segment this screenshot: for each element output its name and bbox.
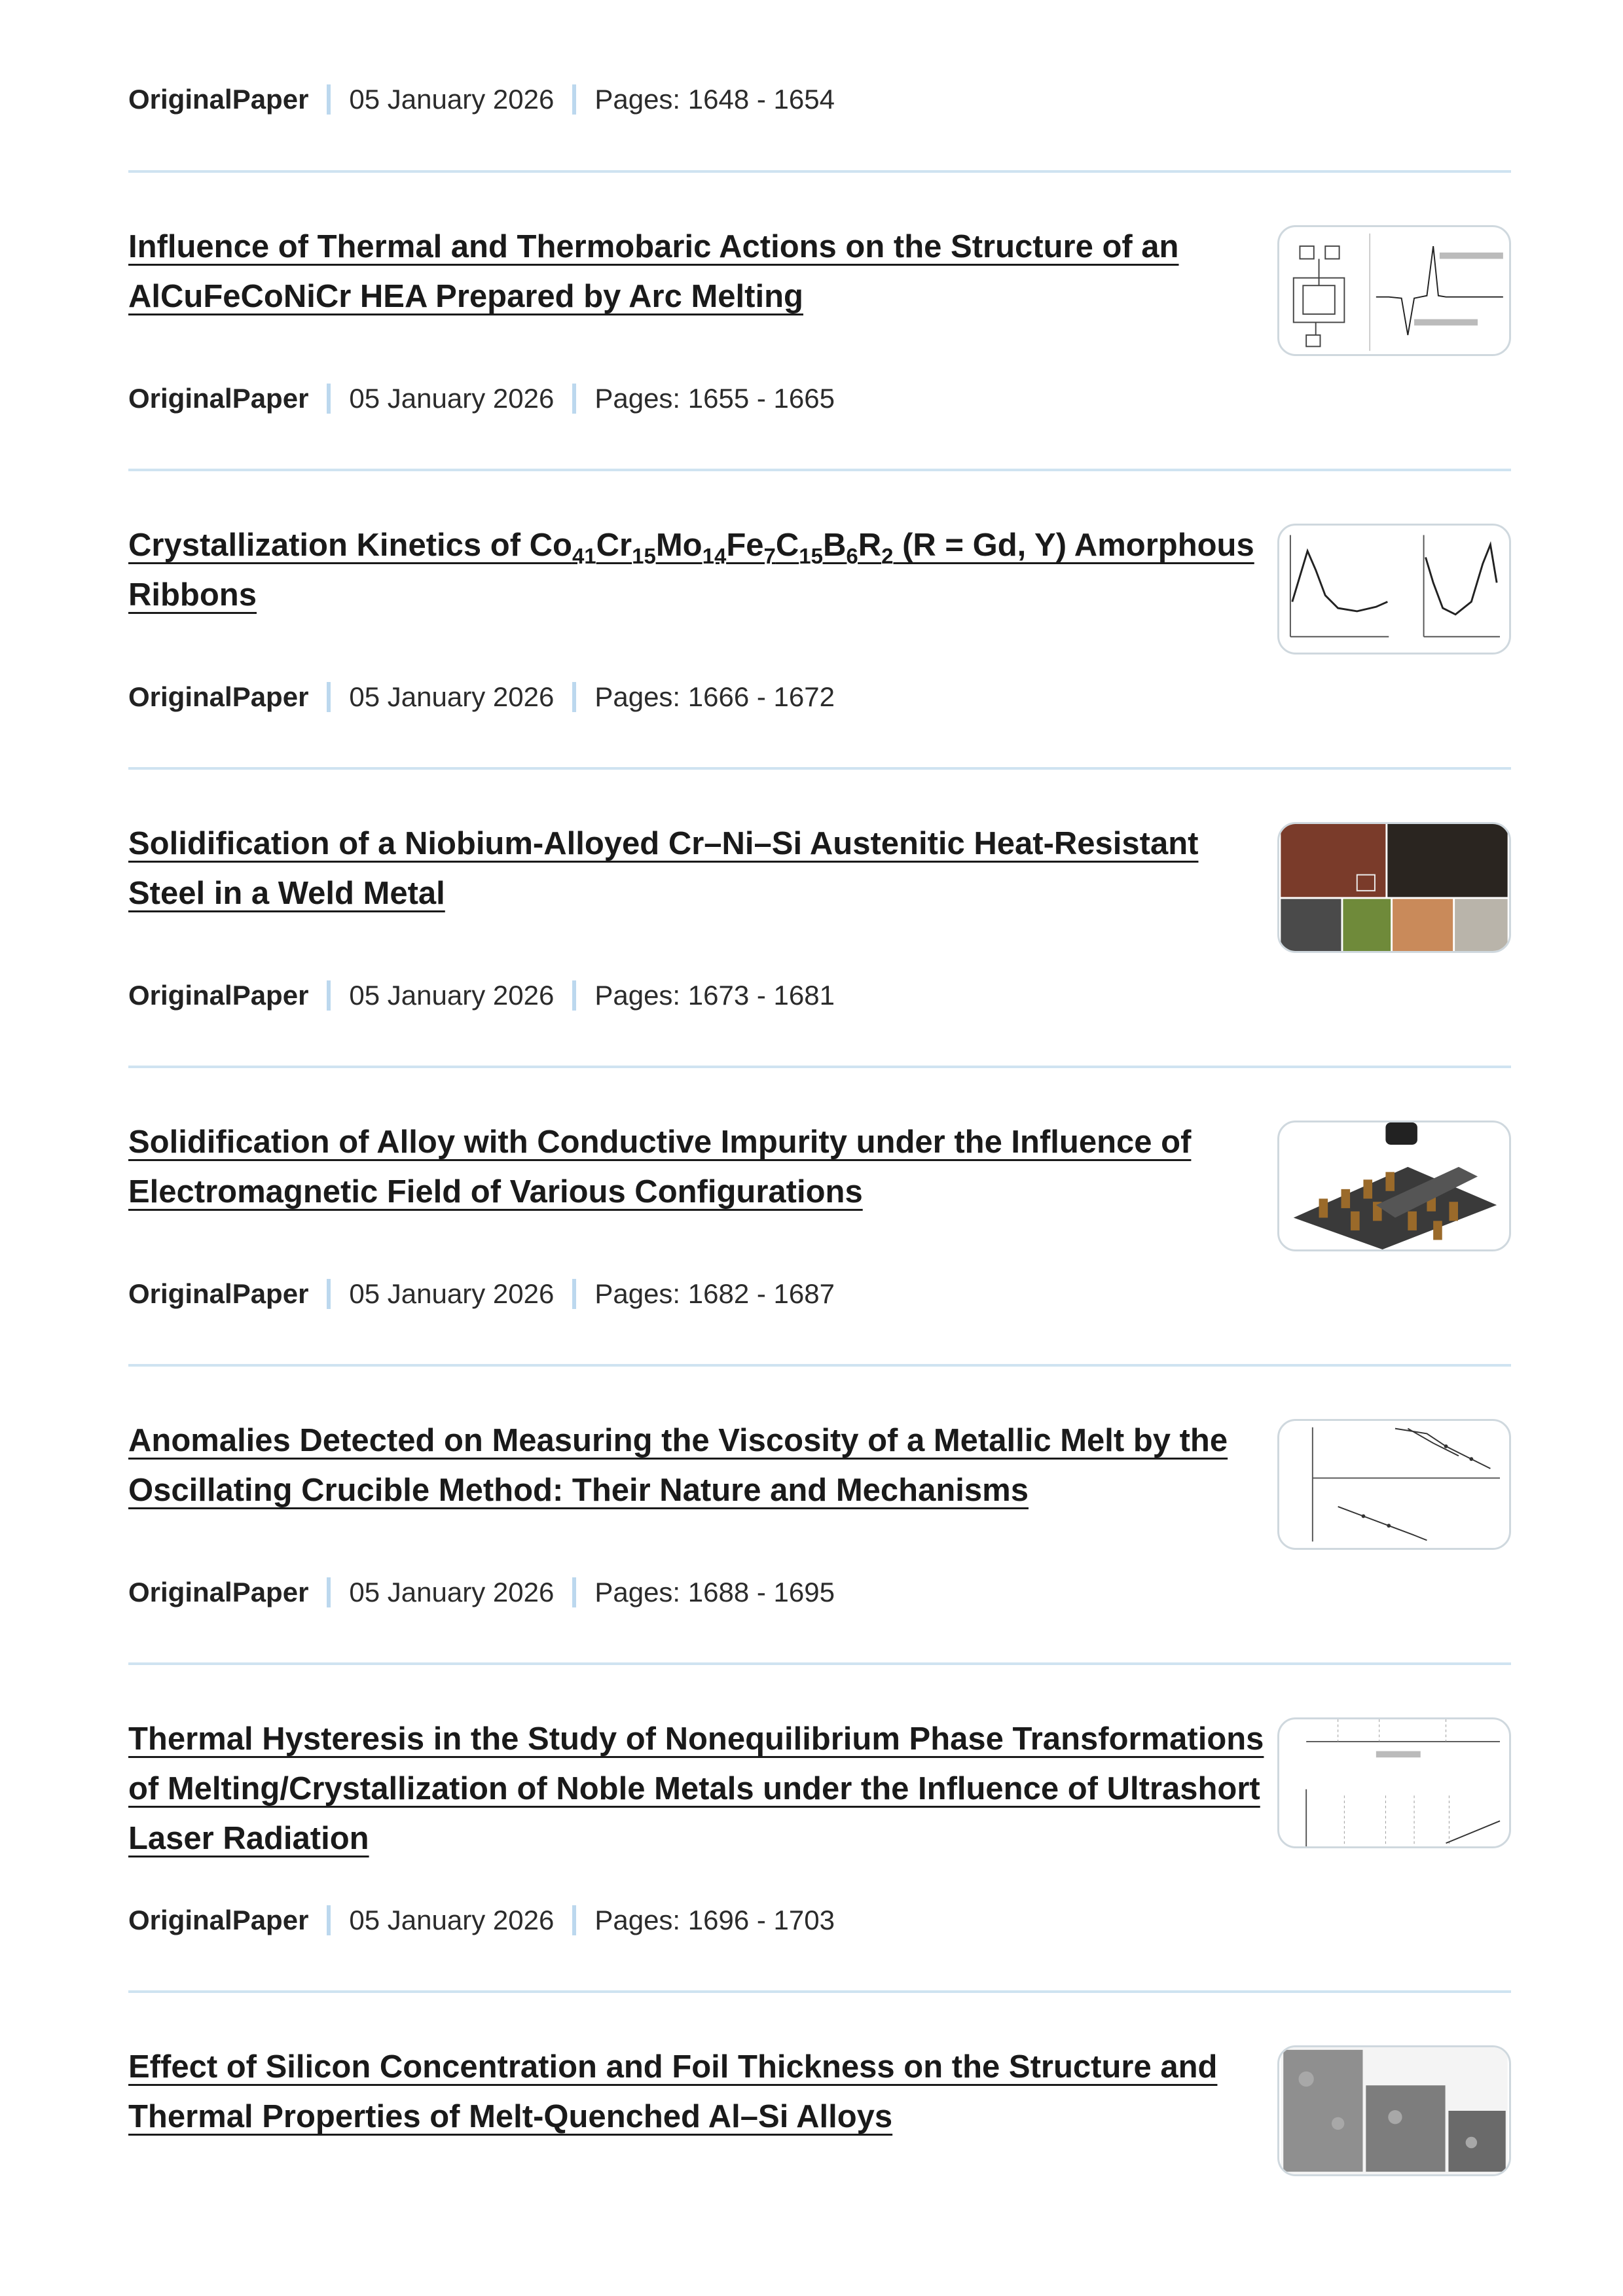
article-pages: Pages: 1666 - 1672 (594, 681, 835, 712)
article-title-link[interactable]: Solidification of a Niobium-Alloyed Cr–Ni–Si Austenitic Heat-Resistant Steel in a Weld Metal (128, 826, 1199, 911)
divider (128, 170, 1511, 173)
sem-micrograph-collage-icon (1279, 2047, 1509, 2174)
article-title-link[interactable]: Influence of Thermal and Thermobaric Actions on the Structure of an AlCuFeCoNiCr HEA Prepared by Arc Melting (128, 229, 1179, 314)
meta-separator (572, 1279, 576, 1309)
article-thumbnail-3[interactable] (1277, 822, 1511, 953)
meta-separator (572, 682, 576, 712)
article-meta-2 (128, 677, 835, 717)
meta-separator (327, 1577, 331, 1607)
meta-separator (572, 1905, 576, 1935)
article-meta-4 (128, 1274, 835, 1314)
article-date: 05 January 2026 (349, 84, 555, 115)
article-meta-3 (128, 976, 835, 1015)
article-title-6[interactable] (128, 1714, 1271, 1863)
meta-separator (327, 1905, 331, 1935)
meta-separator (327, 1279, 331, 1309)
article-date: 05 January 2026 (349, 1905, 555, 1935)
meta-separator (327, 980, 331, 1011)
article-meta-6 (128, 1901, 835, 1940)
article-title-link[interactable]: Anomalies Detected on Measuring the Viscosity of a Metallic Melt by the Oscillating Crucible Method: Their Nature and Mechanisms (128, 1423, 1228, 1508)
meta-separator (572, 1577, 576, 1607)
article-date: 05 January 2026 (349, 980, 555, 1011)
meta-separator (572, 84, 576, 115)
temperature-plot-icon (1279, 1719, 1509, 1846)
article-title-7[interactable] (128, 2042, 1271, 2142)
article-type: OriginalPaper (128, 1278, 309, 1309)
article-thumbnail-1[interactable] (1277, 225, 1511, 356)
article-thumbnail-5[interactable] (1277, 1419, 1511, 1550)
article-type: OriginalPaper (128, 681, 309, 712)
divider (128, 1364, 1511, 1367)
article-type: OriginalPaper (128, 1577, 309, 1607)
article-thumbnail-2[interactable] (1277, 524, 1511, 655)
article-type: OriginalPaper (128, 980, 309, 1011)
article-title-5[interactable] (128, 1416, 1271, 1515)
dta-apparatus-diagram-icon (1279, 227, 1509, 354)
article-thumbnail-7[interactable] (1277, 2045, 1511, 2176)
3d-model-render-icon (1279, 1122, 1509, 1249)
article-pages: Pages: 1696 - 1703 (594, 1905, 835, 1935)
article-type: OriginalPaper (128, 84, 309, 115)
article-date: 05 January 2026 (349, 1278, 555, 1309)
article-title-link[interactable]: Crystallization Kinetics of $Co_{41}Cr_{15}Mo_{14}Fe_7C_{15}B_6R_2$ (R = Gd, Y) Amorphous Ribbons (128, 528, 1254, 613)
article-thumbnail-4[interactable] (1277, 1121, 1511, 1251)
article-meta-1 (128, 379, 835, 418)
divider (128, 1990, 1511, 1993)
meta-separator (572, 980, 576, 1011)
article-title-link[interactable]: Effect of Silicon Concentration and Foil Thickness on the Structure and Thermal Properties of Melt-Quenched Al–Si Alloys (128, 2049, 1218, 2134)
divider (128, 1066, 1511, 1068)
article-date: 05 January 2026 (349, 383, 555, 414)
article-pages: Pages: 1673 - 1681 (594, 980, 835, 1011)
article-title-2[interactable] (128, 520, 1271, 620)
article-meta-5 (128, 1573, 835, 1612)
damping-decrement-plot-icon (1279, 1421, 1509, 1548)
article-pages: Pages: 1682 - 1687 (594, 1278, 835, 1309)
divider (128, 1662, 1511, 1665)
divider (128, 469, 1511, 471)
article-title-1[interactable] (128, 222, 1271, 321)
micrograph-collage-icon (1279, 824, 1509, 951)
article-type: OriginalPaper (128, 383, 309, 414)
article-title-link[interactable]: Solidification of Alloy with Conductive Impurity under the Influence of Electromagnetic Field of Various Configurations (128, 1124, 1192, 1210)
meta-separator (327, 682, 331, 712)
article-title-link[interactable]: Thermal Hysteresis in the Study of Nonequilibrium Phase Transformations of Melting/Crystallization of Noble Metals under the Influence of Ultrashort Laser Radiation (128, 1721, 1264, 1856)
article-pages: Pages: 1688 - 1695 (594, 1577, 835, 1607)
article-pages: Pages: 1655 - 1665 (594, 383, 835, 414)
article-meta-0 (128, 80, 835, 119)
article-date: 05 January 2026 (349, 1577, 555, 1607)
meta-separator (327, 84, 331, 115)
divider (128, 767, 1511, 770)
article-thumbnail-6[interactable] (1277, 1717, 1511, 1848)
meta-separator (572, 384, 576, 414)
article-title-4[interactable] (128, 1117, 1271, 1217)
article-date: 05 January 2026 (349, 681, 555, 712)
meta-separator (327, 384, 331, 414)
article-title-3[interactable] (128, 819, 1271, 918)
article-type: OriginalPaper (128, 1905, 309, 1935)
xrd-pattern-plot-icon (1279, 526, 1509, 653)
article-pages: Pages: 1648 - 1654 (594, 84, 835, 115)
